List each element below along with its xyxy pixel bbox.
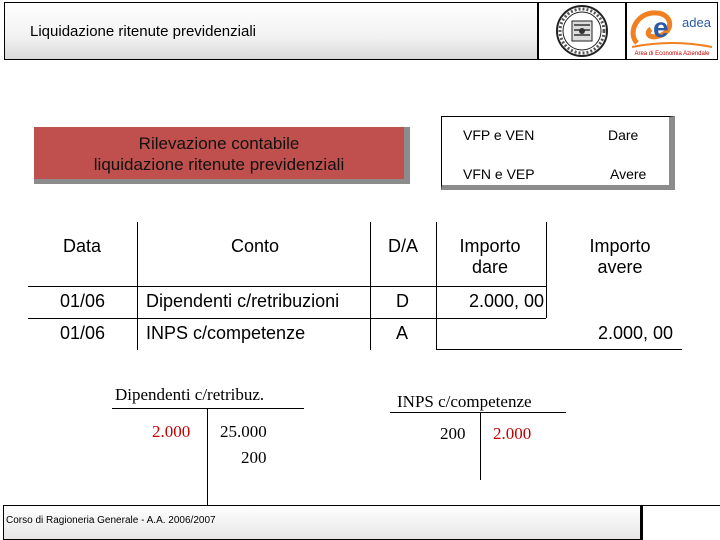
t-account-left-avere-2: 200 [241,448,267,467]
t-account-right-hline [390,412,566,413]
footer-right-panel [641,505,720,540]
university-seal-box [538,2,626,60]
row-2-data: 01/06 [60,323,106,343]
t-account-right-title: INPS c/competenze [397,392,532,411]
t-account-right-avere: 2.000 [493,424,532,443]
legend-row-1-value: Dare [608,127,639,143]
t-account-left-avere-1: 25.000 [220,422,267,441]
header-importo-avere: Importo avere [589,236,651,277]
table-rule-3 [436,349,682,350]
row-2-conto: INPS c/competenze [146,323,306,343]
t-account-left-hline [112,408,304,409]
footer-text: Corso di Ragioneria Generale - A.A. 2006/2007 [6,515,216,526]
legend-row-1-label: VFP e VEN [463,127,535,143]
row-2-da: A [396,323,409,343]
t-account-left-vline [207,408,208,510]
banner-line-2: liquidazione ritenute previdenziali [93,155,345,174]
adea-logo-box [626,2,718,60]
university-seal-icon [539,3,625,59]
svg-text:adea: adea [682,15,711,30]
legend-row-2-value: Avere [610,166,647,182]
header-da: D/A [387,236,418,256]
row-2-avere: 2.000, 00 [598,323,674,343]
svg-text:e: e [653,12,669,43]
section-banner [34,127,410,184]
adea-logo-icon [627,3,717,59]
svg-text:Area di Economia Aziendale: Area di Economia Aziendale [634,51,710,57]
table-divider-4 [546,222,547,318]
legend-row-2-label: VFN e VEP [463,166,535,182]
header-importo-dare: Importo dare [459,236,521,277]
table-rule-1 [28,286,546,287]
table-rule-2 [28,318,546,319]
banner-line-1: Rilevazione contabile [138,134,300,153]
row-1-dare: 2.000, 00 [469,291,545,311]
row-1-da: D [396,291,409,311]
row-1-conto: Dipendenti c/retribuzioni [146,291,340,311]
row-1-data: 01/06 [60,291,106,311]
t-account-left-title: Dipendenti c/retribuz. [115,385,265,404]
header-data: Data [62,236,102,256]
page-title: Liquidazione ritenute previdenziali [30,23,256,40]
t-account-left-dare: 2.000 [152,422,191,441]
t-account-right-dare: 200 [440,424,466,443]
t-account-right-vline [480,412,481,480]
header-conto: Conto [230,236,280,256]
